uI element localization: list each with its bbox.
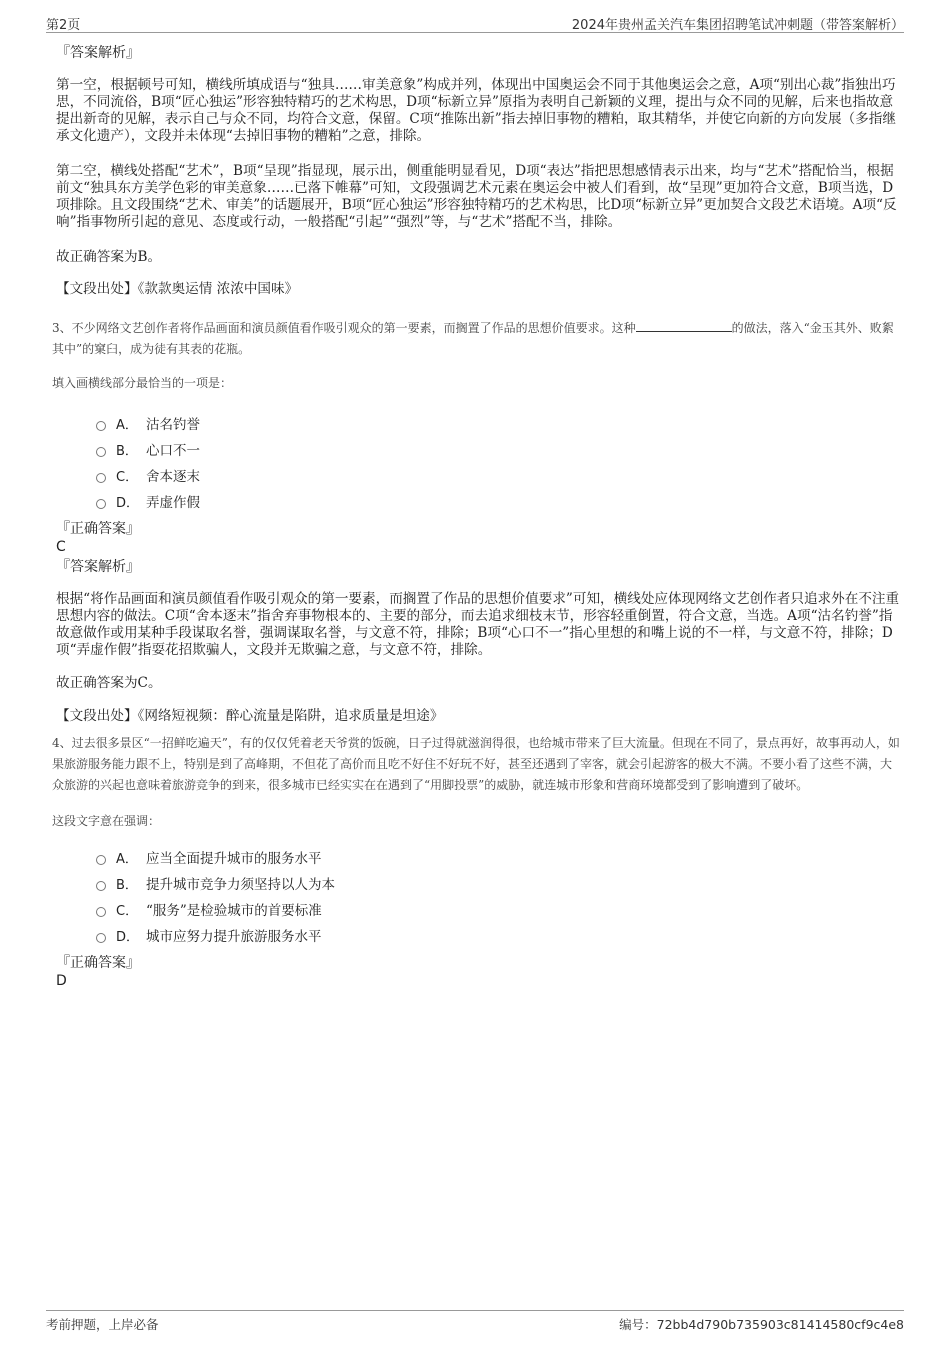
q3-analysis: 根据“将作品画面和演员颜值看作吸引观众的第一要素，而搁置了作品的思想价值要求”可知，横线处应体现网络文艺创作者只追求外在不注重思想内容的做法。C项“舍本逐末”指舍弃事物根本的、主要的部分，而去追求细枝末节，形容轻重倒置，符合文意，当选。A项“沽名钓誉”指故意做作或用某种手段谋取名誉，强调谋取名誉，与文意不符，排除；B项“心口不一”指心里想的和嘴上说的不一样，与文意不符，排除；D项“弄虚作假”指耍花招欺骗人，文段并无欺骗之意，与文意不符，排除。: [56, 591, 900, 658]
document-code: 编号：72bb4d790b735903c81414580cf9c4e8: [619, 1317, 904, 1332]
footer-slogan: 考前押题，上岸必备: [46, 1317, 159, 1332]
q4-option-d[interactable]: D． 城市应努力提升旅游服务水平: [96, 922, 904, 948]
q3-option-c[interactable]: C． 舍本逐末: [96, 462, 904, 488]
radio-icon[interactable]: [96, 907, 106, 917]
q2-source: [56, 281, 904, 298]
radio-icon[interactable]: [96, 881, 106, 891]
q2-analysis-p1: 第一空，根据顿号可知，横线所填成语与“独具……审美意象”构成并列，体现出中国奥运会不同于其他奥运会之意，A项“别出心裁”指独出巧思，不同流俗，B项“匠心独运”形容独特精巧的艺术构思，D项“标新立异”原指为表明自己新颖的义理，提出与众不同的见解，后来也指故意提出新奇的见解，表示自己与众不同，均符合文意，保留。C项“推陈出新”指去掉旧事物的糟粕，取其精华，并使它向新的方向发展（多指继承文化遗产），文段并未体现“去掉旧事物的糟粕”之意，排除。: [56, 77, 896, 144]
q3-correct-answer: C: [56, 539, 66, 555]
q4-prompt: 这段文字意在强调：: [52, 814, 161, 828]
q4-option-c[interactable]: C． “服务”是检验城市的首要标准: [96, 896, 904, 922]
q4-correct-answer: D: [56, 973, 67, 989]
q3-source: [56, 708, 904, 725]
document-title: 2024年贵州孟关汽车集团招聘笔试冲刺题（带答案解析）: [571, 18, 904, 33]
q3-conclusion: 故正确答案为C。: [56, 675, 162, 691]
q3-stem: 3、不少网络文艺创作者将作品画面和演员颜值看作吸引观众的第一要素，而搁置了作品的思想价值要求。这种 的做法，落入“金玉其外、败絮其中”的窠臼，成为徒有其表的花瓶。: [52, 321, 894, 356]
radio-icon[interactable]: [96, 421, 106, 431]
q4-correct-tag: 『正确答案』: [56, 955, 140, 971]
q2-analysis-tag: 『答案解析』: [56, 45, 140, 61]
q2-analysis-p2: 第二空，横线处搭配“艺术”，B项“呈现”指显现，展示出，侧重能明显看见，D项“表达”指把思想感情表示出来，均与“艺术”搭配恰当，根据前文“独具东方美学色彩的审美意象……已落下帷幕”可知，文段强调艺术元素在奥运会中被人们看到，故“呈现”更加符合文意，B项当选，D项排除。且文段围绕“艺术、审美”的话题展开，B项“匠心独运”形容独特精巧的艺术构思，比D项“标新立异”更加契合文段艺术语境。A项“反响”指事物所引起的意见、态度或行动，一般搭配“引起”“强烈”等，与“艺术”搭配不当，排除。: [56, 163, 897, 230]
q3-source-label: 【文段出处】: [56, 708, 138, 724]
page-number: 第2页: [46, 18, 81, 33]
q3-option-a[interactable]: A． 沽名钓誉: [96, 410, 904, 436]
radio-icon[interactable]: [96, 933, 106, 943]
page-content: [52, 44, 904, 990]
q3-source-title: 《网络短视频：醉心流量是陷阱，追求质量是坦途》: [137, 708, 444, 724]
q3-option-b[interactable]: B． 心口不一: [96, 436, 904, 462]
q3-option-d[interactable]: D． 弄虚作假: [96, 488, 904, 514]
q4-option-a[interactable]: A． 应当全面提升城市的服务水平: [96, 844, 904, 870]
q2-source-title: 《款款奥运情 浓浓中国味》: [137, 281, 299, 297]
q2-source-label: 【文段出处】: [56, 281, 138, 297]
radio-icon[interactable]: [96, 447, 106, 457]
radio-icon[interactable]: [96, 855, 106, 865]
q4-stem: 4、过去很多景区“一招鲜吃遍天”，有的仅仅凭着老天爷赏的饭碗，日子过得就滋润得很，也给城市带来了巨大流量。但现在不同了，景点再好，故事再动人，如果旅游服务能力跟不上，特别是到了高峰期，不但花了高价而且吃不好住不好玩不好，甚至还遇到了宰客，就会引起游客的极大不满。不要小看了这些不满，大众旅游的兴起也意味着旅游竞争的到来，很多城市已经实实在在遇到了“用脚投票”的威胁，就连城市形象和营商环境都受到了影响遭到了破坏。: [52, 736, 900, 792]
q2-conclusion: 故正确答案为B。: [56, 249, 162, 265]
q4-options: [96, 844, 904, 948]
radio-icon[interactable]: [96, 473, 106, 483]
q4-option-b[interactable]: B． 提升城市竞争力须坚持以人为本: [96, 870, 904, 896]
page-footer: [46, 1310, 904, 1333]
radio-icon[interactable]: [96, 499, 106, 509]
q3-prompt: 填入画横线部分最恰当的一项是：: [52, 376, 233, 390]
answer-blank: [636, 319, 732, 332]
q3-options: [96, 410, 904, 514]
q3-correct-tag: 『正确答案』: [56, 521, 140, 537]
q3-analysis-tag: 『答案解析』: [56, 559, 140, 575]
page-header: [46, 12, 904, 33]
